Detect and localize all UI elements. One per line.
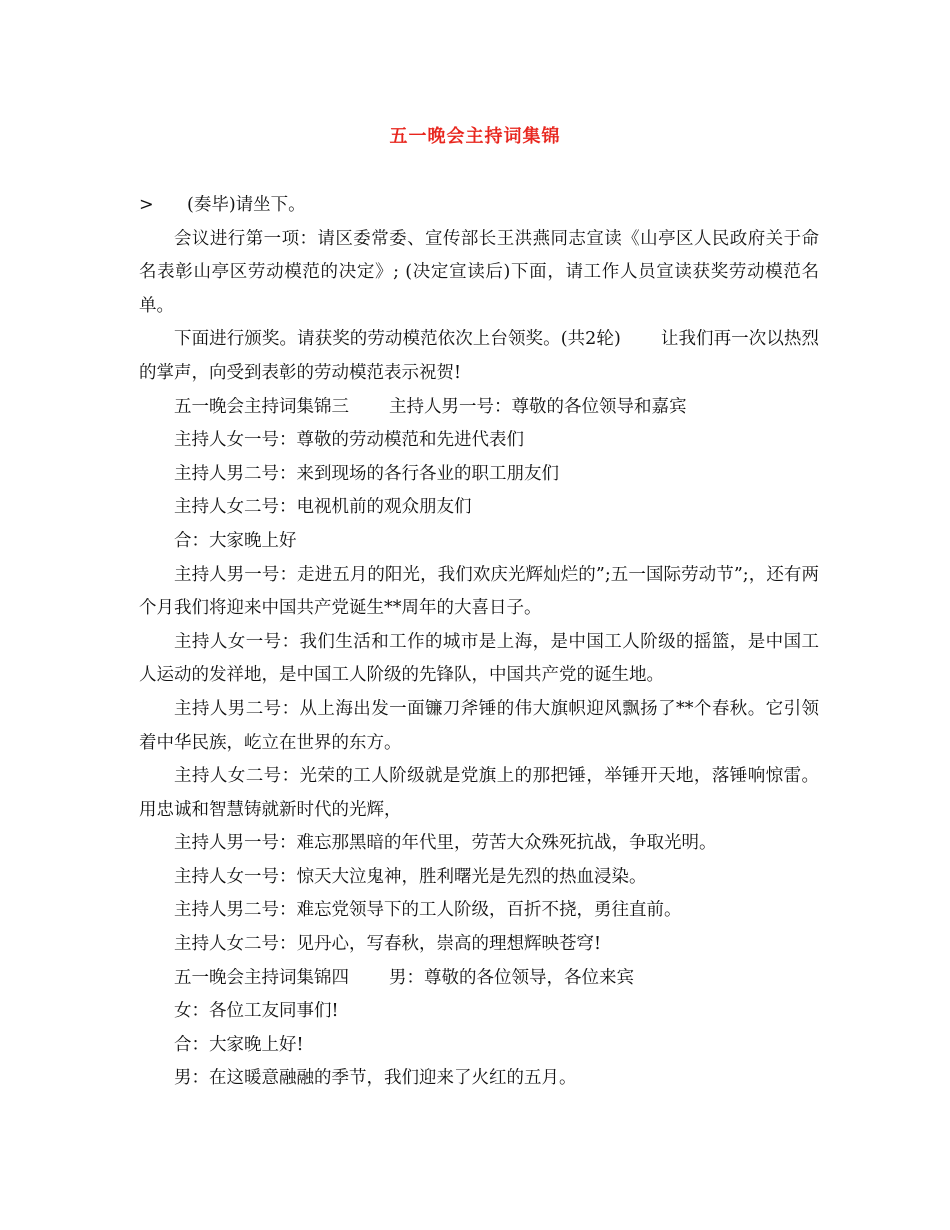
paragraph: [139, 223, 819, 324]
paragraph: [139, 693, 819, 760]
paragraph: [139, 1062, 819, 1096]
section-heading: 五一晚会主持词集锦三: [174, 396, 349, 417]
section-heading: 五一晚会主持词集锦四: [174, 967, 349, 988]
paragraph-text: 男：尊敬的各位领导，各位来宾: [389, 967, 634, 988]
paragraph: [139, 525, 819, 559]
paragraph-text: 主持人男二号：难忘党领导下的工人阶级，百折不挠，勇往直前。: [174, 900, 682, 921]
paragraph-text: 主持人女一号：惊天大泣鬼神，胜利曙光是先烈的热血浸染。: [174, 866, 647, 887]
paragraph: [139, 559, 819, 626]
paragraph: [139, 458, 819, 492]
paragraph-text: 主持人男二号：从上海出发一面镰刀斧锤的伟大旗帜迎风飘扬了**个春秋。它引领着中华民族，屹立在世界的东方。: [139, 698, 819, 753]
paragraph: [139, 323, 819, 390]
document-title: 五一晚会主持词集锦: [389, 126, 561, 147]
paragraph-text: 主持人女二号：见丹心，写春秋，崇高的理想辉映苍穹!: [174, 934, 602, 955]
paragraph: [139, 995, 819, 1029]
paragraph-text: 主持人男二号：来到现场的各行各业的职工朋友们: [174, 463, 559, 484]
paragraph: [139, 1029, 819, 1063]
paragraph-text: 主持人男一号：难忘那黑暗的年代里，劳苦大众殊死抗战，争取光明。: [174, 833, 717, 854]
paragraph-text: 会议进行第一项：请区委常委、宣传部长王洪燕同志宣读《山亭区人民政府关于命名表彰山亭区劳动模范的决定》; (决定宣读后)下面，请工作人员宣读获奖劳动模范名单。: [139, 228, 819, 316]
paragraph-text: 合：大家晚上好: [174, 530, 297, 551]
paragraph: [139, 760, 819, 827]
paragraph-text: (奏毕)请坐下。: [187, 195, 306, 215]
paragraph: [139, 626, 819, 693]
paragraph-text: 合：大家晚上好!: [174, 1034, 304, 1055]
paragraph: [139, 189, 819, 223]
paragraph: [139, 827, 819, 861]
paragraph-text: 主持人男一号：尊敬的各位领导和嘉宾: [389, 396, 687, 417]
paragraph: [139, 424, 819, 458]
paragraph: [139, 861, 819, 895]
paragraph: [139, 491, 819, 525]
paragraph: [139, 928, 819, 962]
paragraph-text: 主持人女一号：我们生活和工作的城市是上海，是中国工人阶级的摇篮，是中国工人运动的发祥地，是中国工人阶级的先锋队，中国共产党的诞生地。: [139, 631, 819, 686]
paragraph-text: 让我们再一次以热烈的掌声，向受到表彰的劳动模范表示祝贺!: [139, 329, 819, 383]
paragraph-text: 主持人女二号：电视机前的观众朋友们: [174, 497, 472, 518]
paragraph: [139, 894, 819, 928]
paragraph-text: 主持人男一号：走进五月的阳光，我们欢庆光辉灿烂的”;五一国际劳动节”;，还有两个月我们将迎来中国共产党诞生**周年的大喜日子。: [139, 564, 819, 619]
paragraph-text: 主持人女二号：光荣的工人阶级就是党旗上的那把锤，举锤开天地，落锤响惊雷。用忠诚和智慧铸就新时代的光辉，: [139, 766, 819, 820]
list-marker: >: [139, 195, 154, 215]
paragraph-text: 女：各位工友同事们!: [174, 1001, 339, 1022]
document-body: [139, 189, 819, 1096]
paragraph: [139, 962, 819, 996]
paragraph: [139, 391, 819, 425]
paragraph-text: 主持人女一号：尊敬的劳动模范和先进代表们: [174, 430, 524, 451]
paragraph-text: 下面进行颁奖。请获奖的劳动模范依次上台领奖。(共2轮): [174, 329, 621, 350]
paragraph-text: 男：在这暖意融融的季节，我们迎来了火红的五月。: [174, 1068, 577, 1089]
